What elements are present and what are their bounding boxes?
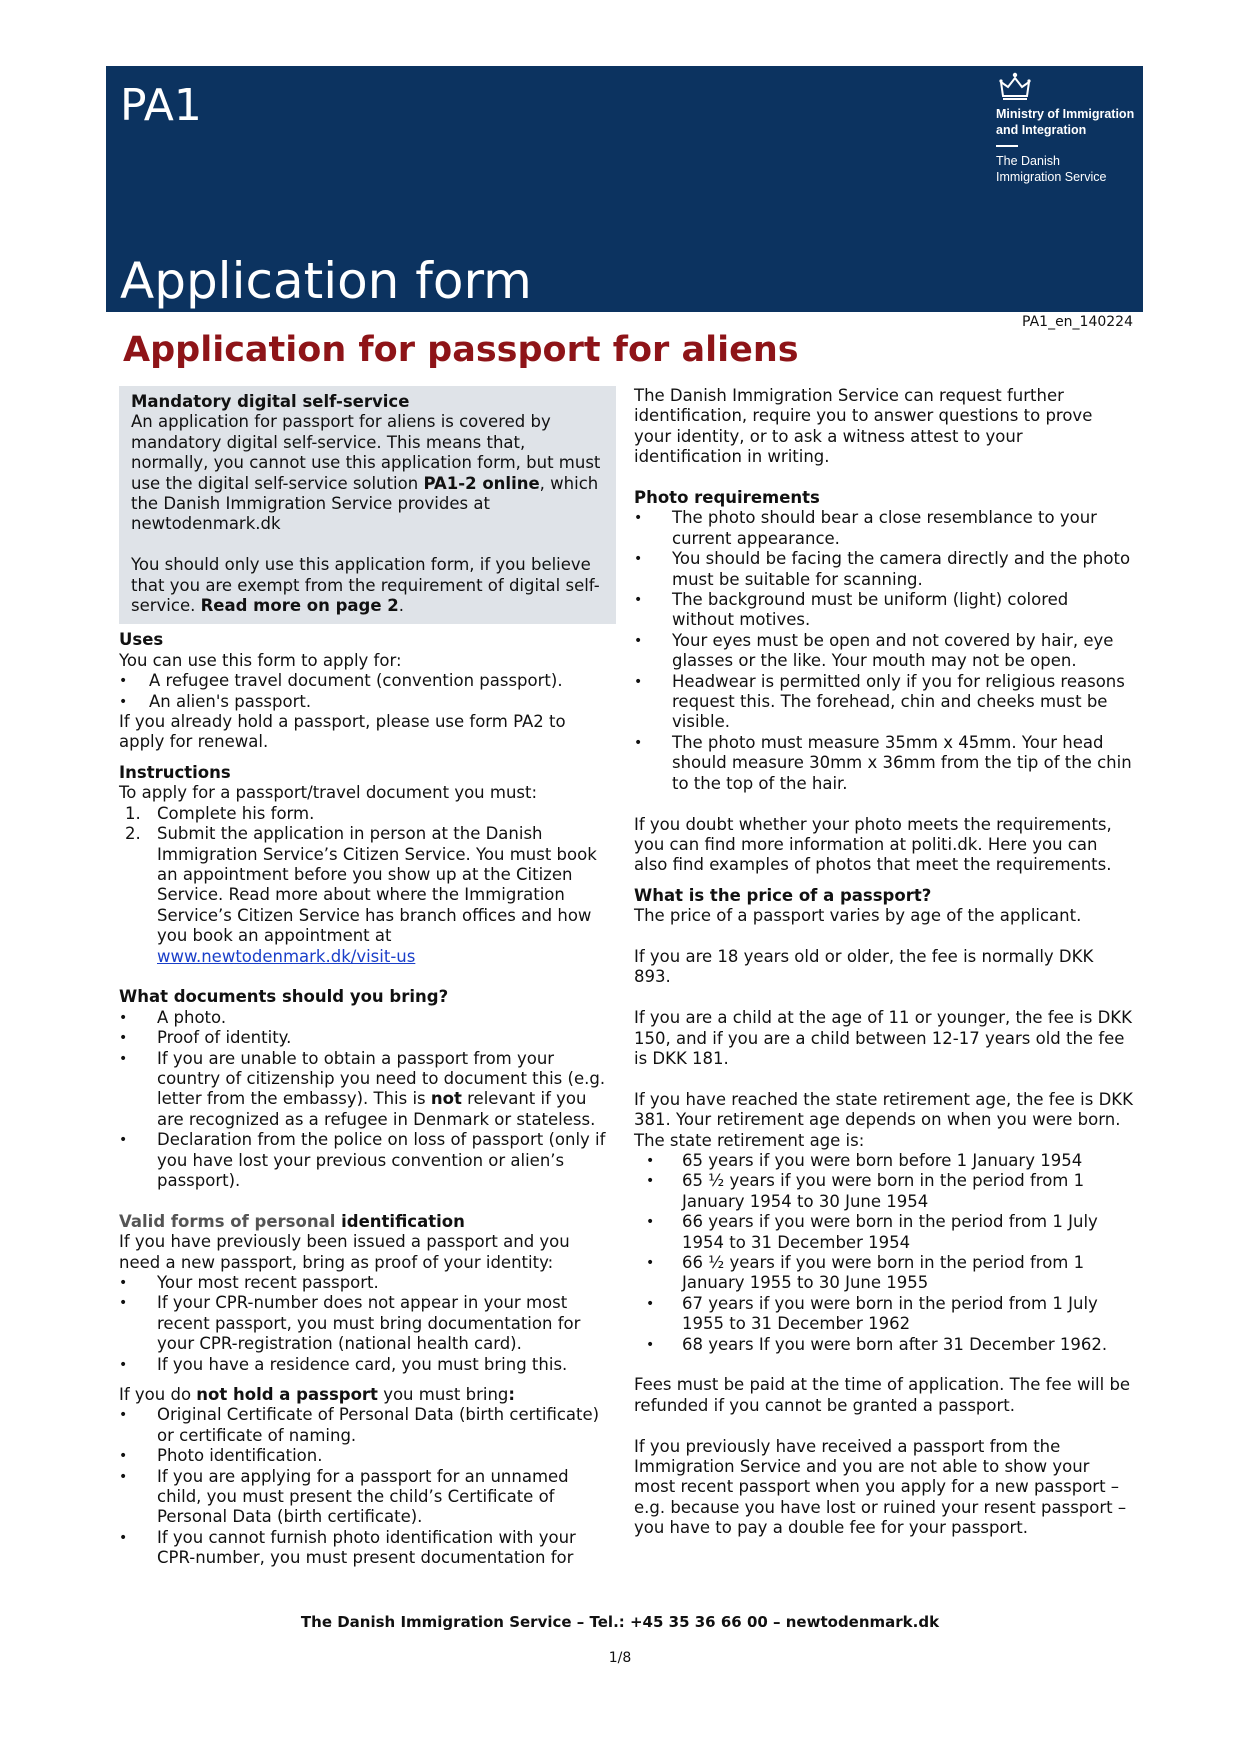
instructions-intro: To apply for a passport/travel document you must: <box>119 783 538 803</box>
list-item: • 68 years If you were born after 31 December 1962. <box>634 1335 1134 1355</box>
identification-heading <box>119 1212 616 1232</box>
text: An application for passport for aliens is covered by mandatory digital self-service. This means that, normally, you cannot use this application form, but must use the digital self-service solution <box>131 412 601 493</box>
list-item: • If you are applying for a passport for an unnamed child, you must present the child’s Certificate of Personal Data (birth certificate). <box>119 1467 616 1528</box>
text: , which the Danish Immigration Service provides at newtodenmark.dk <box>131 473 599 534</box>
list-item: • 66 ½ years if you were born in the period from 1 January 1955 to 30 June 1955 <box>634 1253 1134 1294</box>
list-item: • The photo must measure 35mm x 45mm. Your head should measure 30mm x 36mm from the tip of the chin to the top of the hair. <box>634 733 1134 794</box>
document-id: PA1_en_140224 <box>1022 314 1133 330</box>
list-item: • If you have a residence card, you must bring this. <box>119 1355 616 1375</box>
uses-outro: If you already hold a passport, please use form PA2 to apply for renewal. <box>119 712 566 752</box>
header-subtitle: Application form <box>120 252 532 310</box>
logo-divider <box>996 145 1018 147</box>
no-passport-intro <box>119 1385 616 1405</box>
left-column <box>119 386 616 1569</box>
price-heading: What is the price of a passport? <box>634 885 932 905</box>
solution-name: PA1-2 online <box>423 473 540 493</box>
list-item: • Headwear is permitted only if you for religious reasons request this. The forehead, chin and cheeks must be visible. <box>634 672 1134 733</box>
list-item: • Declaration from the police on loss of passport (only if you have lost your previous convention or alien’s passport). <box>119 1130 616 1191</box>
text: You should only use this application form, if you believe that you are exempt from the requirement of digital self-service. <box>131 555 600 616</box>
identification-intro: If you have previously been issued a passport and you need a new passport, bring as proof of your identity: <box>119 1232 570 1272</box>
instructions-list <box>119 804 616 967</box>
photo-heading: Photo requirements <box>634 488 820 508</box>
list-item: • An alien's passport. <box>119 692 616 712</box>
self-service-box <box>119 386 616 624</box>
form-code: PA1 <box>120 80 202 131</box>
identification-list <box>119 1273 616 1375</box>
visit-us-link[interactable]: www.newtodenmark.dk/visit-us <box>157 946 416 966</box>
emphasis: not <box>430 1089 462 1109</box>
list-item: • If your CPR-number does not appear in your most recent passport, you must bring documentation for your CPR-registration (national health card). <box>119 1293 616 1354</box>
list-item: • You should be facing the camera directly and the photo must be suitable for scanning. <box>634 549 1134 590</box>
list-item: • The background must be uniform (light) colored without motives. <box>634 590 1134 631</box>
heading-part: identification <box>335 1211 465 1231</box>
read-more-note: Read more on page 2 <box>200 596 399 616</box>
list-item <box>119 824 616 967</box>
uses-list <box>119 671 616 712</box>
list-item: • 65 ½ years if you were born in the period from 1 January 1954 to 30 June 1954 <box>634 1171 1134 1212</box>
identification-request-text: The Danish Immigration Service can request further identification, require you to answer questions to prove your identity, or to ask a witness attest to your identification in writing. <box>634 386 1093 467</box>
list-item <box>119 1049 616 1131</box>
text: If you do <box>119 1385 197 1405</box>
self-service-heading: Mandatory digital self-service <box>131 392 410 411</box>
text: If you are unable to obtain a passport from your country of citizenship you need to document this (e.g. letter from the embassy). This is <box>157 1048 606 1109</box>
list-item: • 66 years if you were born in the period from 1 July 1954 to 31 December 1954 <box>634 1212 1134 1253</box>
list-item: • A photo. <box>119 1008 616 1028</box>
crown-icon <box>998 72 1032 102</box>
logo-ministry-line1: Ministry of Immigration <box>996 107 1135 121</box>
page-footer: The Danish Immigration Service – Tel.: +45 35 36 66 00 – newtodenmark.dk <box>300 1613 940 1631</box>
retirement-age-list <box>634 1151 1134 1355</box>
list-item: • 67 years if you were born in the period from 1 July 1955 to 31 December 1962 <box>634 1294 1134 1335</box>
step-number: 1. <box>125 803 141 823</box>
uses-intro: You can use this form to apply for: <box>119 650 402 670</box>
photo-outro: If you doubt whether your photo meets the requirements, you can find more information at politi.dk. Here you can also find examples of photos that meet the requirements. <box>634 814 1112 875</box>
text: . <box>398 596 405 616</box>
step-number: 2. <box>125 824 141 844</box>
documents-list <box>119 1008 616 1192</box>
text: relevant if you are recognized as a refugee in Denmark or stateless. <box>157 1089 596 1129</box>
self-service-paragraph-1 <box>131 412 606 534</box>
text: you must bring <box>377 1385 509 1405</box>
logo-service-line1: The Danish <box>996 154 1060 168</box>
step-text: Complete his form. <box>157 803 315 823</box>
logo-service-line2: Immigration Service <box>996 170 1107 184</box>
heading-part: Valid forms of personal <box>119 1211 336 1231</box>
self-service-paragraph-2 <box>131 555 606 616</box>
list-item: • Photo identification. <box>119 1446 616 1466</box>
price-paragraph-6: If you previously have received a passport from the Immigration Service and you are not able to show your most recent passport when you apply for a new passport – e.g. because you have lost or ruined your resent passport – you have to pay a double fee for your passport. <box>634 1436 1127 1538</box>
price-paragraph-2: If you are 18 years old or older, the fee is normally DKK 893. <box>634 946 1094 987</box>
ministry-logo <box>996 72 1136 185</box>
list-item: • A refugee travel document (convention passport). <box>119 671 616 691</box>
list-item <box>119 804 616 824</box>
price-paragraph-1: The price of a passport varies by age of the applicant. <box>634 906 1082 926</box>
uses-heading: Uses <box>119 630 164 650</box>
price-paragraph-4: If you have reached the state retirement age, the fee is DKK 381. Your retirement age depends on when you were born. The state retirement age is: <box>634 1089 1133 1150</box>
step-text: Submit the application in person at the Danish Immigration Service’s Citizen Service. You must book an appointment before you show up at the Citizen Service. Read more about where the Immigration Service’s Citizen Service has branch offices and how you book an appointment at <box>157 824 597 946</box>
right-column <box>634 386 1134 1539</box>
price-paragraph-5: Fees must be paid at the time of application. The fee will be refunded if you cannot be granted a passport. <box>634 1375 1131 1415</box>
text: : <box>508 1385 515 1405</box>
no-passport-list <box>119 1405 616 1568</box>
photo-list <box>634 508 1134 794</box>
logo-ministry-line2: and Integration <box>996 123 1087 137</box>
header-banner <box>106 66 1143 312</box>
list-item: • The photo should bear a close resemblance to your current appearance. <box>634 508 1134 549</box>
emphasis: not hold a passport <box>196 1385 378 1405</box>
list-item: • Original Certificate of Personal Data (birth certificate) or certificate of naming. <box>119 1405 616 1446</box>
list-item: • If you cannot furnish photo identification with your CPR-number, you must present documentation for <box>119 1528 616 1569</box>
list-item: • Your eyes must be open and not covered by hair, eye glasses or the like. Your mouth may not be open. <box>634 631 1134 672</box>
list-item: • Your most recent passport. <box>119 1273 616 1293</box>
list-item: • Proof of identity. <box>119 1028 616 1048</box>
price-paragraph-3: If you are a child at the age of 11 or younger, the fee is DKK 150, and if you are a child between 12-17 years old the fee is DKK 181. <box>634 1008 1132 1068</box>
list-item: • 65 years if you were born before 1 January 1954 <box>634 1151 1134 1171</box>
documents-heading: What documents should you bring? <box>119 987 449 1007</box>
page-title: Application for passport for aliens <box>123 330 799 370</box>
instructions-heading: Instructions <box>119 762 231 782</box>
page-number: 1/8 <box>608 1650 632 1666</box>
